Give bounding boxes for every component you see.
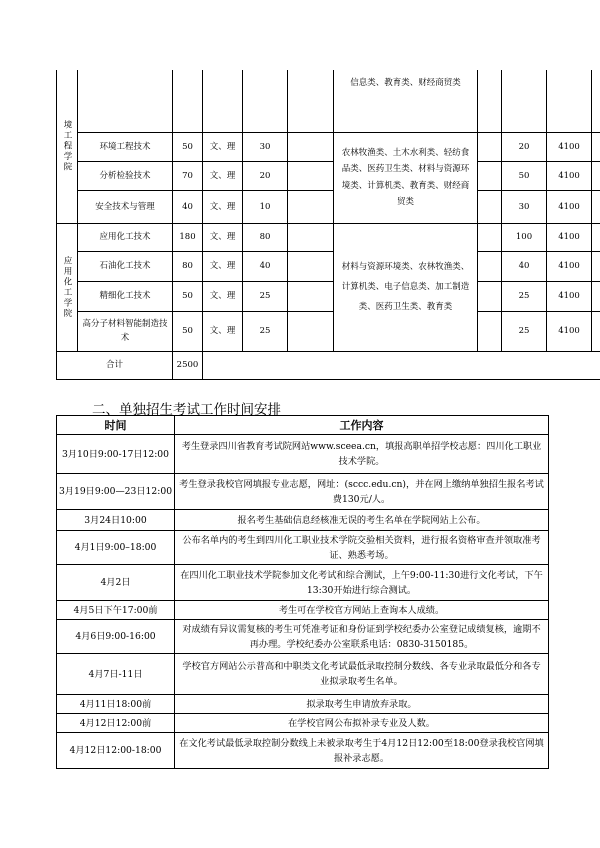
table-row — [57, 132, 600, 161]
count-cell-2: 40 — [502, 251, 547, 281]
time-cell: 3月24日10:00 — [57, 510, 175, 531]
time-cell: 4月12日12:00前 — [57, 714, 175, 733]
section-heading: 二、单独招生考试工作时间安排 — [92, 402, 281, 418]
count-cell: 25 — [243, 281, 288, 311]
plan-cell: 50 — [173, 132, 203, 161]
time-cell: 4月2日 — [57, 565, 175, 601]
table-row — [57, 70, 600, 132]
subject-cell: 文、理 — [203, 161, 243, 190]
table-row — [57, 474, 549, 510]
plan-cell: 50 — [173, 281, 203, 311]
env-note: 信息类、教育类、财经商贸类 — [334, 70, 478, 132]
table-row — [57, 311, 600, 351]
table-row — [57, 281, 600, 311]
count-cell: 40 — [243, 251, 288, 281]
count-cell-2: 100 — [502, 223, 547, 251]
content-cell: 在文化考试最低录取控制分数线上未被录取考生于4月12日12:00至18:00登录我校官网填报补录志愿。 — [175, 733, 549, 769]
table-row — [57, 733, 549, 769]
subject-cell: 文、理 — [203, 311, 243, 351]
fee-cell: 4100 — [547, 223, 592, 251]
table-row — [57, 161, 600, 190]
table-row — [57, 714, 549, 733]
table-row — [57, 435, 549, 474]
count-cell: 10 — [243, 190, 288, 223]
count-cell-2: 50 — [502, 161, 547, 190]
content-cell: 学校官方网站公示普高和中职类文化考试最低录取控制分数线、各专业录取最低分和各专业拟录取考生名单。 — [175, 654, 549, 695]
content-cell: 报名考生基础信息经核准无误的考生名单在学院网站上公布。 — [175, 510, 549, 531]
time-cell: 4月7日-11日 — [57, 654, 175, 695]
count-cell: 30 — [243, 132, 288, 161]
major-cell: 高分子材料智能制造技术 — [78, 311, 173, 351]
content-cell: 考生登录我校官网填报专业志愿，网址：(sccc.edu.cn)，并在网上缴纳单独招生报名考试费130元/人。 — [175, 474, 549, 510]
table-row — [57, 620, 549, 654]
plan-cell: 50 — [173, 311, 203, 351]
schedule-table — [56, 415, 549, 769]
time-cell: 4月11日18:00前 — [57, 695, 175, 714]
table-row — [57, 601, 549, 620]
time-cell: 4月5日下午17:00前 — [57, 601, 175, 620]
count-cell-2: 25 — [502, 311, 547, 351]
count-cell: 25 — [243, 311, 288, 351]
env-categories: 农林牧渔类、土木水利类、轻纺食品类、医药卫生类、材料与资源环境类、计算机类、教育类、财经商贸类 — [334, 132, 478, 223]
total-label: 合计 — [57, 351, 173, 379]
content-cell: 考生登录四川省教育考试院网站www.sceea.cn，填报高职单招学校志愿：四川化工职业技术学院。 — [175, 435, 549, 474]
schedule-header — [57, 416, 549, 435]
fee-cell: 4100 — [547, 251, 592, 281]
subject-cell: 文、理 — [203, 281, 243, 311]
total-row — [57, 351, 600, 379]
fee-cell: 4100 — [547, 311, 592, 351]
fee-cell: 4100 — [547, 161, 592, 190]
content-cell: 在四川化工职业技术学院参加文化考试和综合测试，上午9:00-11:30进行文化考试，下午13:30开始进行综合测试。 — [175, 565, 549, 601]
fee-cell: 4100 — [547, 190, 592, 223]
fee-cell: 4100 — [547, 281, 592, 311]
table-row — [57, 251, 600, 281]
plan-cell: 70 — [173, 161, 203, 190]
plan-cell: 80 — [173, 251, 203, 281]
table-row — [57, 190, 600, 223]
major-cell: 分析检验技术 — [78, 161, 173, 190]
time-cell: 4月6日9:00-16:00 — [57, 620, 175, 654]
table-row — [57, 695, 549, 714]
college-cell-chem: 应用化工学院 — [57, 223, 78, 351]
count-cell-2: 20 — [502, 132, 547, 161]
col-content-header: 工作内容 — [175, 416, 549, 435]
major-cell: 环境工程技术 — [78, 132, 173, 161]
count-cell: 20 — [243, 161, 288, 190]
content-cell: 在学校官网公布拟补录专业及人数。 — [175, 714, 549, 733]
plan-cell: 180 — [173, 223, 203, 251]
major-cell: 安全技术与管理 — [78, 190, 173, 223]
count-cell-2: 25 — [502, 281, 547, 311]
table-row — [57, 654, 549, 695]
total-value: 2500 — [173, 351, 203, 379]
table-row — [57, 223, 600, 251]
time-cell: 3月19日9:00—23日12:00 — [57, 474, 175, 510]
time-cell: 3月10日9:00-17日12:00 — [57, 435, 175, 474]
college-cell-env: 境工程学院 — [57, 70, 78, 223]
time-cell: 4月1日9:00–18:00 — [57, 531, 175, 565]
count-cell: 80 — [243, 223, 288, 251]
content-cell: 公布名单内的考生到四川化工职业技术学院交验相关资料，进行报名资格审查并领取准考证、熟悉考场。 — [175, 531, 549, 565]
subject-cell: 文、理 — [203, 190, 243, 223]
subject-cell: 文、理 — [203, 251, 243, 281]
table-row — [57, 510, 549, 531]
time-cell: 4月12日12:00-18:00 — [57, 733, 175, 769]
enrollment-table — [56, 70, 600, 380]
major-cell: 精细化工技术 — [78, 281, 173, 311]
major-cell: 石油化工技术 — [78, 251, 173, 281]
content-cell: 考生可在学校官方网站上查询本人成绩。 — [175, 601, 549, 620]
plan-cell: 40 — [173, 190, 203, 223]
subject-cell: 文、理 — [203, 223, 243, 251]
chem-categories: 材料与资源环境类、农林牧渔类、计算机类、电子信息类、加工制造类、医药卫生类、教育类 — [334, 223, 478, 351]
major-cell: 应用化工技术 — [78, 223, 173, 251]
table-row — [57, 565, 549, 601]
count-cell-2: 30 — [502, 190, 547, 223]
table-row — [57, 531, 549, 565]
fee-cell: 4100 — [547, 132, 592, 161]
content-cell: 拟录取考生申请放弃录取。 — [175, 695, 549, 714]
col-time-header: 时间 — [57, 416, 175, 435]
content-cell: 对成绩有异议需复核的考生可凭准考证和身份证到学校纪委办公室登记成绩复核，逾期不再办理。学校纪委办公室联系电话：0830-3150185。 — [175, 620, 549, 654]
subject-cell: 文、理 — [203, 132, 243, 161]
